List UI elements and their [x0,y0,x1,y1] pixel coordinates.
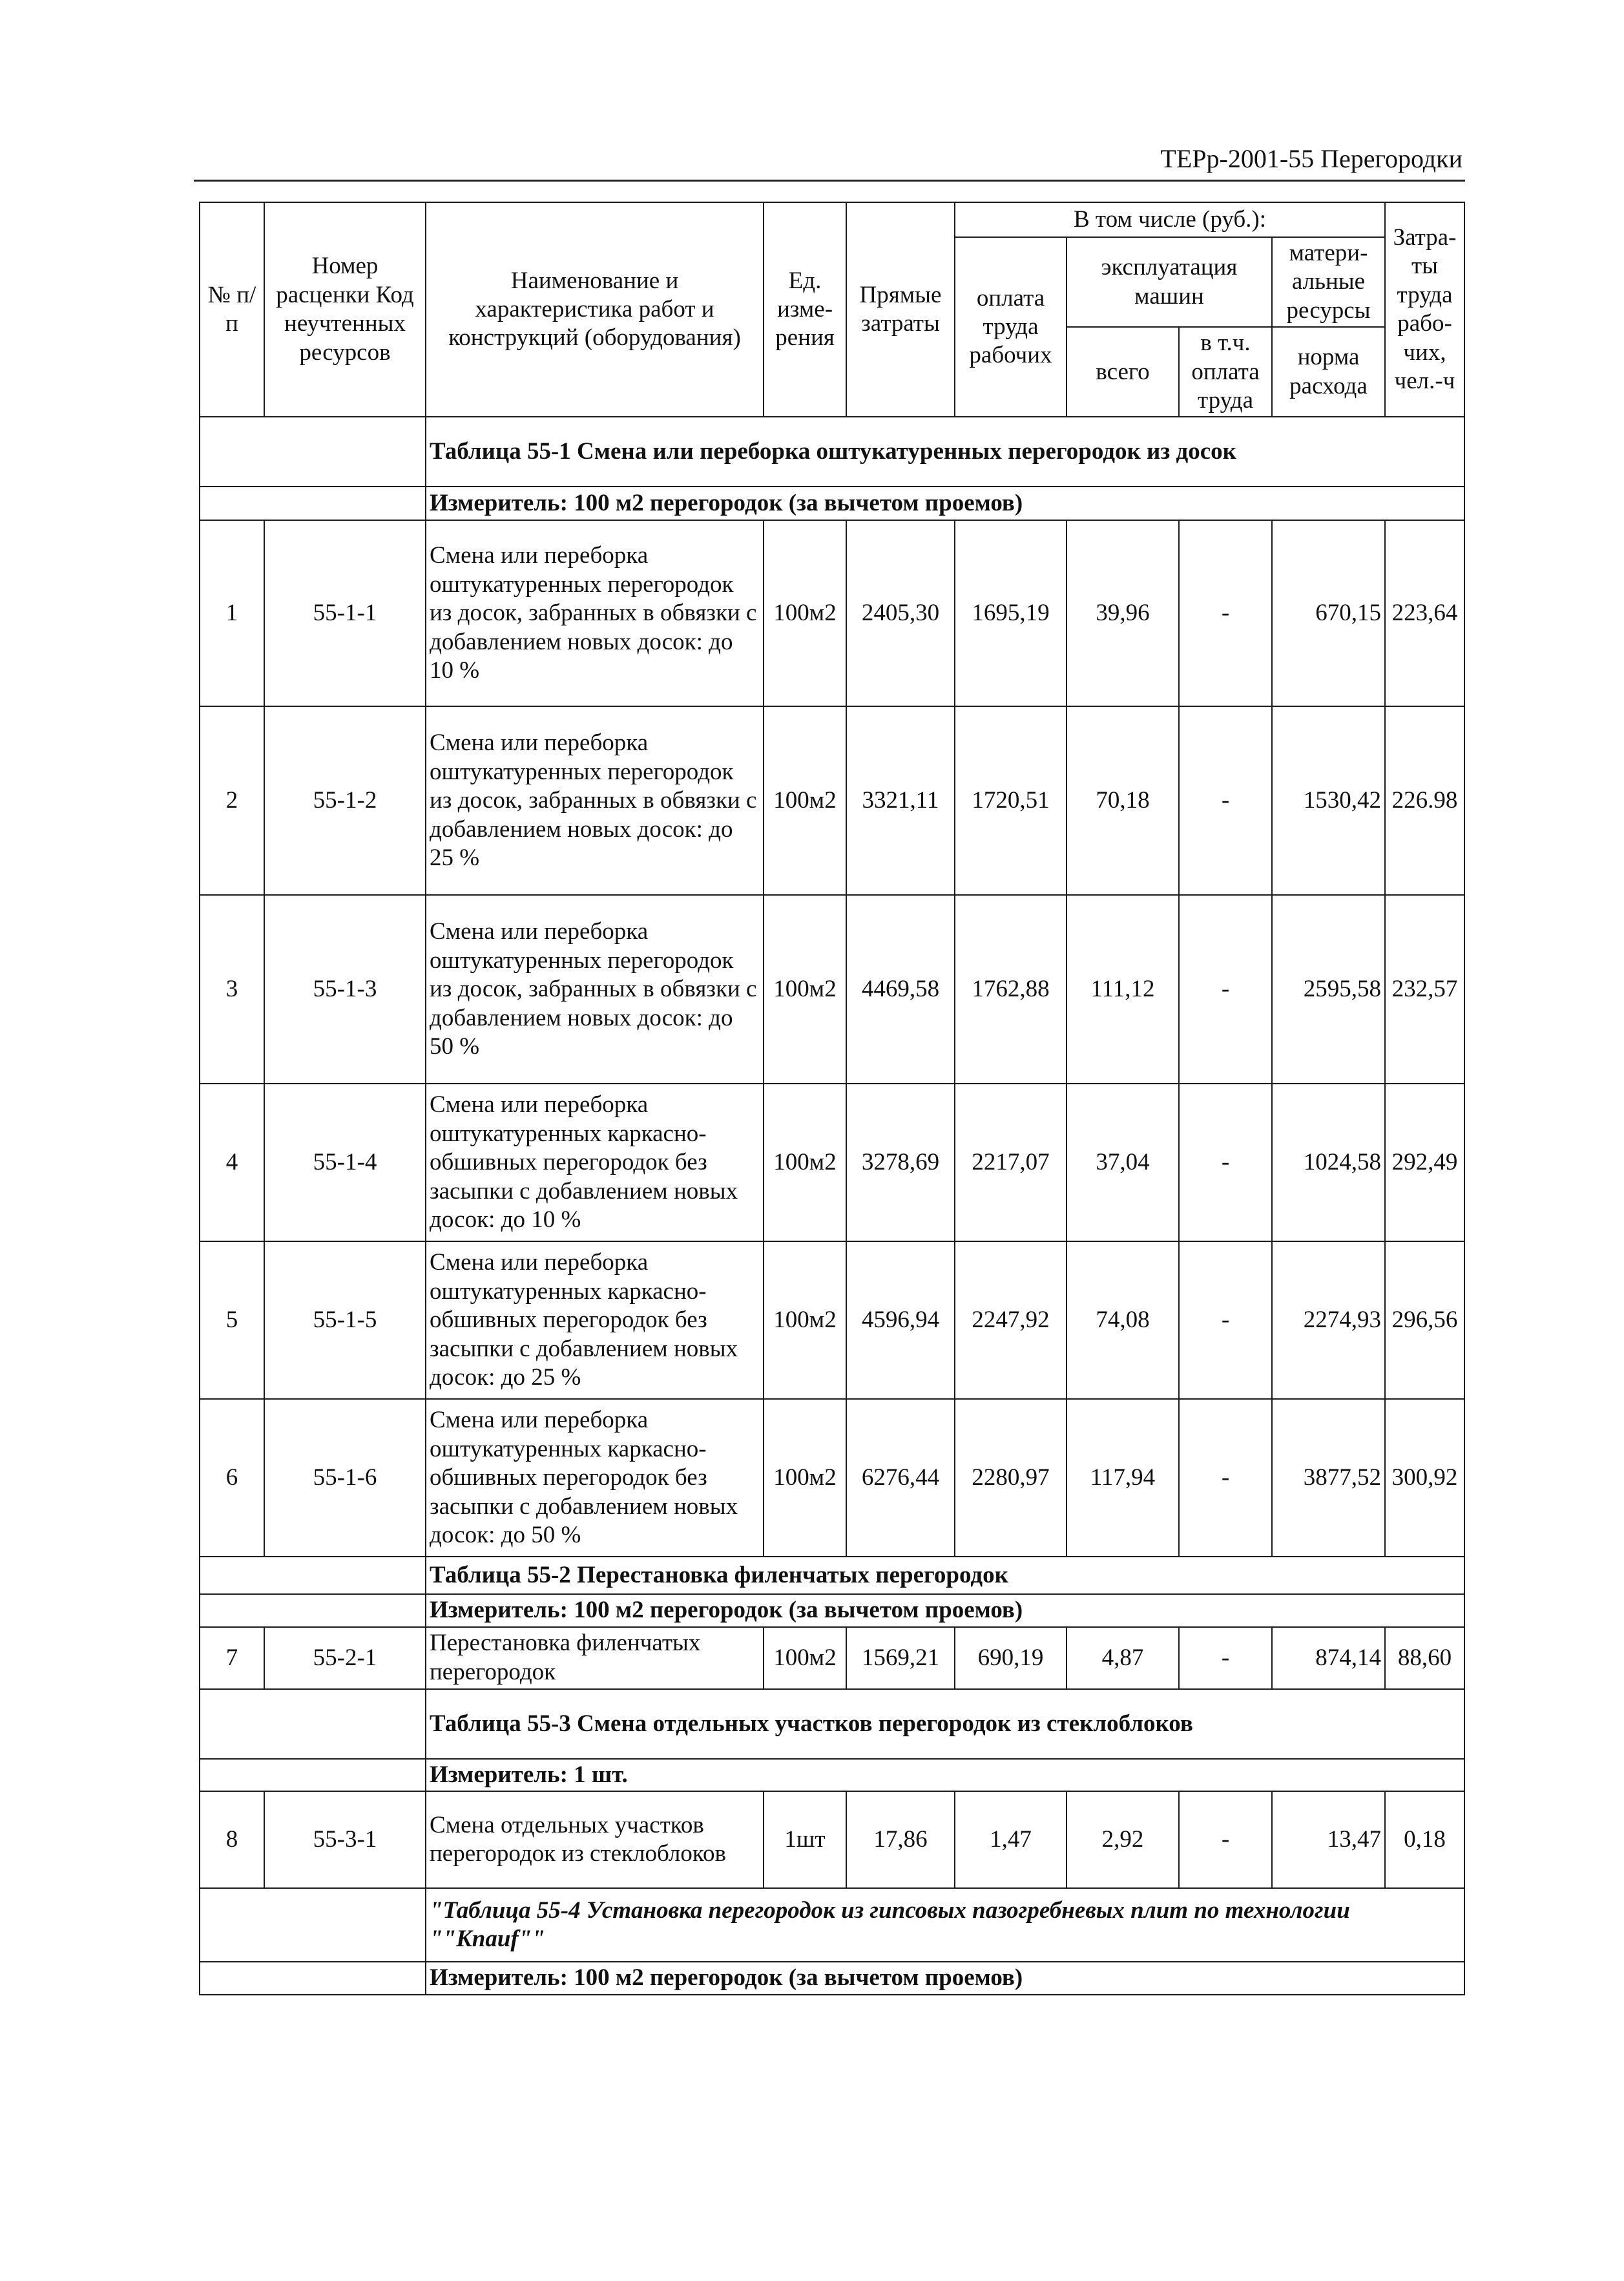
measure-spacer [200,1759,426,1791]
header-unit: Ед. изме-рения [764,202,846,417]
row-mach-wages: - [1179,1627,1272,1689]
row-labor: 226.98 [1385,706,1464,895]
table-row [200,1399,1464,1557]
header-machines: эксплуатация машин [1067,237,1272,327]
row-name: Смена или переборка оштукатуренных каркасно-обшивных перегородок без засыпки с добавлением новых досок: до 50 % [426,1399,764,1557]
row-mach-wages: - [1179,706,1272,895]
table-row [200,1084,1464,1241]
row-code: 55-3-1 [264,1791,426,1888]
row-name: Смена или переборка оштукатуренных перегородок из досок, забранных в обвязки с добавлением новых досок: до 25 % [426,706,764,895]
header-wages: оплата труда рабочих [955,237,1067,417]
row-unit: 1шт [764,1791,846,1888]
table-row [200,520,1464,706]
row-labor: 0,18 [1385,1791,1464,1888]
table-row [200,1241,1464,1399]
row-wages: 690,19 [955,1627,1067,1689]
row-name: Перестановка филенчатых перегородок [426,1627,764,1689]
row-wages: 1720,51 [955,706,1067,895]
row-mach: 111,12 [1067,895,1179,1084]
row-name: Смена отдельных участков перегородок из стеклоблоков [426,1791,764,1888]
row-num: 7 [200,1627,264,1689]
row-wages: 2217,07 [955,1084,1067,1241]
section-spacer [200,1689,426,1759]
measure-unit: Измеритель: 100 м2 перегородок (за вычетом проемов) [426,487,1464,520]
row-num: 8 [200,1791,264,1888]
section-spacer [200,1888,426,1962]
header-mach-total: всего [1067,327,1179,417]
row-code: 55-1-4 [264,1084,426,1241]
row-unit: 100м2 [764,520,846,706]
document-title: ТЕРр-2001-55 Перегородки [1160,144,1463,173]
row-mach: 37,04 [1067,1084,1179,1241]
table-row [200,1791,1464,1888]
header-num: № п/п [200,202,264,417]
row-mach-wages: - [1179,895,1272,1084]
row-labor: 232,57 [1385,895,1464,1084]
row-direct: 6276,44 [846,1399,955,1557]
row-wages: 1762,88 [955,895,1067,1084]
row-direct: 4469,58 [846,895,955,1084]
row-mach: 4,87 [1067,1627,1179,1689]
row-unit: 100м2 [764,1084,846,1241]
section-title: Таблица 55-1 Смена или переборка оштукатуренных перегородок из досок [426,417,1464,487]
row-mach-wages: - [1179,1791,1272,1888]
measure-unit: Измеритель: 100 м2 перегородок (за вычетом проемов) [426,1962,1464,1994]
row-mach: 74,08 [1067,1241,1179,1399]
row-direct: 2405,30 [846,520,955,706]
row-labor: 88,60 [1385,1627,1464,1689]
row-materials: 13,47 [1272,1791,1385,1888]
row-direct: 17,86 [846,1791,955,1888]
header-labor: Затра-ты труда рабо-чих, чел.-ч [1385,202,1464,417]
section-title: Таблица 55-2 Перестановка филенчатых перегородок [426,1557,1464,1594]
header-mach-wages: в т.ч. оплата труда [1179,327,1272,417]
row-mach: 70,18 [1067,706,1179,895]
header-materials: матери-альные ресурсы [1272,237,1385,327]
row-materials: 874,14 [1272,1627,1385,1689]
row-labor: 223,64 [1385,520,1464,706]
header-direct: Прямые затраты [846,202,955,417]
row-unit: 100м2 [764,706,846,895]
measure-spacer [200,1962,426,1994]
row-unit: 100м2 [764,1241,846,1399]
row-code: 55-1-3 [264,895,426,1084]
row-name: Смена или переборка оштукатуренных перегородок из досок, забранных в обвязки с добавлением новых досок: до 50 % [426,895,764,1084]
row-mach-wages: - [1179,1084,1272,1241]
row-num: 2 [200,706,264,895]
row-direct: 1569,21 [846,1627,955,1689]
row-mach: 117,94 [1067,1399,1179,1557]
row-materials: 1530,42 [1272,706,1385,895]
row-name: Смена или переборка оштукатуренных перегородок из досок, забранных в обвязки с добавлением новых досок: до 10 % [426,520,764,706]
row-direct: 4596,94 [846,1241,955,1399]
header-norm: норма расхода [1272,327,1385,417]
measure-unit: Измеритель: 1 шт. [426,1759,1464,1791]
row-labor: 296,56 [1385,1241,1464,1399]
table-row [200,706,1464,895]
row-num: 3 [200,895,264,1084]
row-mach-wages: - [1179,1399,1272,1557]
row-name: Смена или переборка оштукатуренных каркасно-обшивных перегородок без засыпки с добавлением новых досок: до 10 % [426,1084,764,1241]
row-name: Смена или переборка оштукатуренных каркасно-обшивных перегородок без засыпки с добавлением новых досок: до 25 % [426,1241,764,1399]
row-wages: 2247,92 [955,1241,1067,1399]
row-mach: 2,92 [1067,1791,1179,1888]
row-unit: 100м2 [764,1627,846,1689]
table-row [200,1627,1464,1689]
row-materials: 2274,93 [1272,1241,1385,1399]
row-materials: 1024,58 [1272,1084,1385,1241]
row-wages: 1695,19 [955,520,1067,706]
row-code: 55-1-6 [264,1399,426,1557]
row-unit: 100м2 [764,1399,846,1557]
price-table [199,202,1465,1995]
row-num: 5 [200,1241,264,1399]
row-mach-wages: - [1179,1241,1272,1399]
row-num: 4 [200,1084,264,1241]
row-code: 55-2-1 [264,1627,426,1689]
section-title: Таблица 55-3 Смена отдельных участков перегородок из стеклоблоков [426,1689,1464,1759]
section-spacer [200,417,426,487]
measure-spacer [200,487,426,520]
row-materials: 2595,58 [1272,895,1385,1084]
measure-unit: Измеритель: 100 м2 перегородок (за вычетом проемов) [426,1594,1464,1626]
row-code: 55-1-5 [264,1241,426,1399]
row-wages: 2280,97 [955,1399,1067,1557]
row-wages: 1,47 [955,1791,1067,1888]
row-direct: 3278,69 [846,1084,955,1241]
row-num: 6 [200,1399,264,1557]
header-incl: В том числе (руб.): [955,202,1385,237]
row-materials: 3877,52 [1272,1399,1385,1557]
row-mach-wages: - [1179,520,1272,706]
row-materials: 670,15 [1272,520,1385,706]
header-name: Наименование и характеристика работ и конструкций (оборудования) [426,202,764,417]
row-mach: 39,96 [1067,520,1179,706]
table-row [200,895,1464,1084]
row-num: 1 [200,520,264,706]
row-labor: 300,92 [1385,1399,1464,1557]
section-title: "Таблица 55-4 Установка перегородок из гипсовых пазогребневых плит по технологии ""Knauf"" [426,1888,1464,1962]
header-code: Номер расценки Код неучтенных ресурсов [264,202,426,417]
section-spacer [200,1557,426,1594]
header-rule [194,180,1465,182]
row-unit: 100м2 [764,895,846,1084]
row-code: 55-1-1 [264,520,426,706]
row-direct: 3321,11 [846,706,955,895]
row-code: 55-1-2 [264,706,426,895]
row-labor: 292,49 [1385,1084,1464,1241]
measure-spacer [200,1594,426,1626]
